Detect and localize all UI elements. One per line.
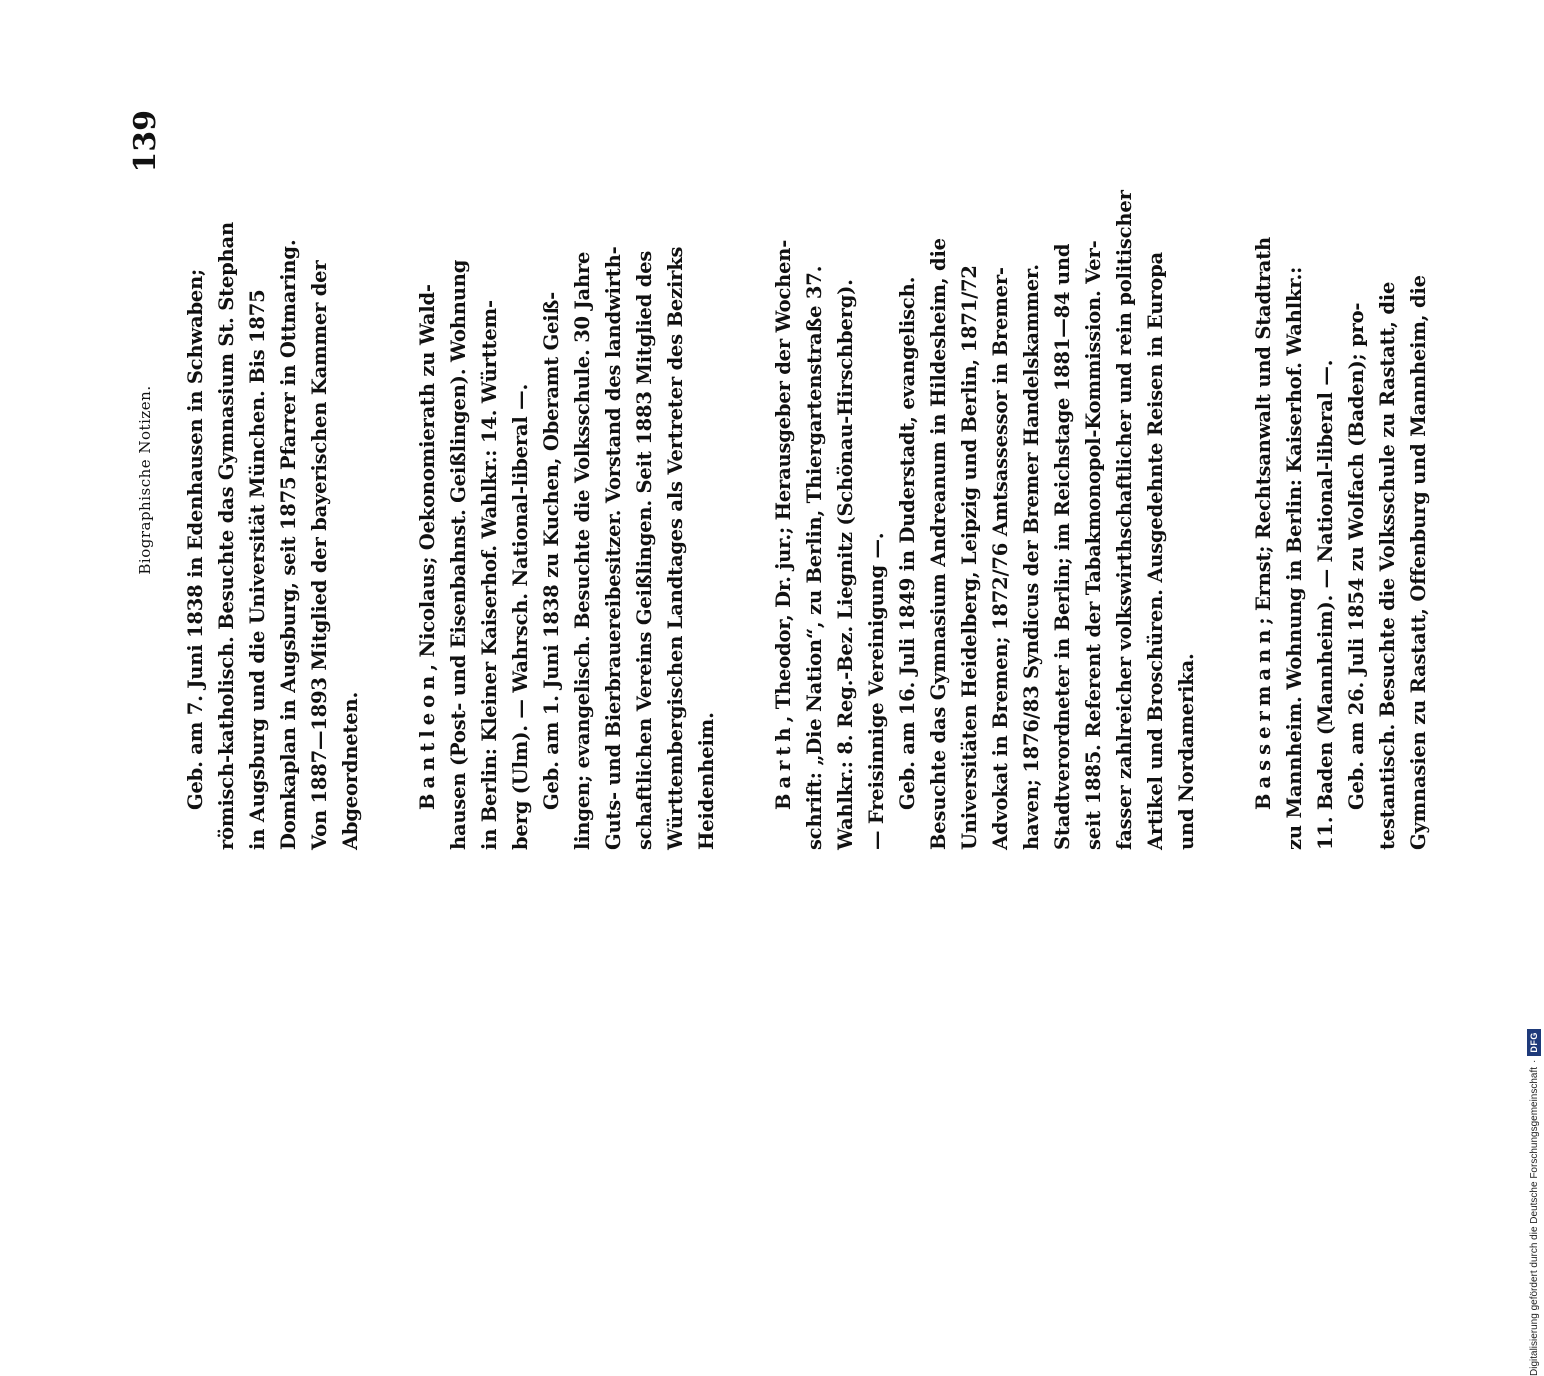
- entry-paragraph: Geb. am 1. Juni 1838 zu Kuchen, Oberamt Geiß- lingen; evangelisch. Besuchte die Volksschule. 30 Jahre Guts- und Bierbrauereibesitzer. Vorstand des landwirth- schaftlichen Vereins Geißlingen. Seit 1883 Mitglied des Württembergischen Landtages als Vertreter des Bezirks Heidenheim.: [540, 246, 718, 850]
- entry-continuation: [180, 110, 366, 850]
- entries: [180, 110, 1480, 850]
- entry-paragraph-lead: [768, 110, 892, 850]
- entry-surname: Barth: [772, 722, 795, 810]
- running-head: [128, 110, 168, 850]
- entry-lead-text: , Theodor, Dr. jur.; Herausgeber der Wochen- schrift: „Die Nation“, zu Berlin, Thiergartenstraße 37. Wahlkr.: 8. Reg.-Bez. Liegnitz (Schönau-Hirschberg). — Freisinnige Vereinigung —.: [772, 239, 888, 850]
- dfg-logo: DFG: [1527, 1029, 1541, 1056]
- credit-text: Digitalisierung gefördert durch die Deutsche Forschungsgemeinschaft: [1528, 1066, 1540, 1376]
- entry-surname: Bassermann: [1252, 624, 1275, 810]
- entry-barth: [768, 110, 1202, 850]
- entry-surname: Bantleon: [416, 670, 439, 810]
- entry-paragraph-lead: [1248, 110, 1341, 850]
- digitization-credit: [1526, 756, 1542, 1376]
- page-number: 139: [128, 110, 163, 173]
- entry-paragraph: Geb. am 26. Juli 1854 zu Wolfach (Baden); pro- testantisch. Besuchte die Volksschule zu Rastatt, die Gymnasien zu Rastatt, Offenburg und Mannheim, die: [1345, 275, 1430, 850]
- separator-dot: ·: [1528, 1059, 1540, 1063]
- entry-bassermann: [1248, 110, 1434, 850]
- entry-paragraph: Geb. am 7. Juni 1838 in Edenhausen in Schwaben; römisch-katholisch. Besuchte das Gymnasium St. Stephan in Augsburg und die Universität München. Bis 1875 Domkaplan in Augsburg, seit 1875 Pfarrer in Ottmaring. Von 1887—1893 Mitglied der bayerischen Kammer der Abgeordneten.: [184, 222, 362, 850]
- entry-bantleon: [412, 110, 722, 850]
- entry-paragraph: Geb. am 16. Juli 1849 in Duderstadt, evangelisch. Besuchte das Gymnasium Andreanum in Hildesheim, die Universitäten Heidelberg, Leipzig und Berlin, 1871/72 Advokat in Bremen; 1872/76 Amtsassessor in Bremer- haven; 1876/83 Syndicus der Bremer Handelskammer. Stadtverordneter in Berlin; im Reichstage 1881—84 und seit 1885. Referent der Tabakmonopol-Kommission. Ver- fasser zahlreicher volkswirthschaftlicher und rein politischer Artikel und Broschüren. Ausgedehnte Reisen in Europa und Nordamerika.: [896, 190, 1198, 850]
- entry-lead-text: , Nicolaus; Oekonomierath zu Wald- hausen (Post- und Eisenbahnst. Geißlingen). Wohnung in Berlin: Kleiner Kaiserhof. Wahlkr.: 14. Württem- berg (Ulm). — Wahrsch. National-liberal —.: [416, 259, 532, 850]
- running-title: Biographische Notizen.: [136, 385, 154, 575]
- entry-paragraph-lead: [412, 110, 536, 850]
- entry-lead-text: ; Ernst; Rechtsanwalt und Stadtrath zu Mannheim. Wohnung in Berlin: Kaiserhof. Wahlkr.: 11. Baden (Mannheim). — National-liberal —.: [1252, 237, 1337, 850]
